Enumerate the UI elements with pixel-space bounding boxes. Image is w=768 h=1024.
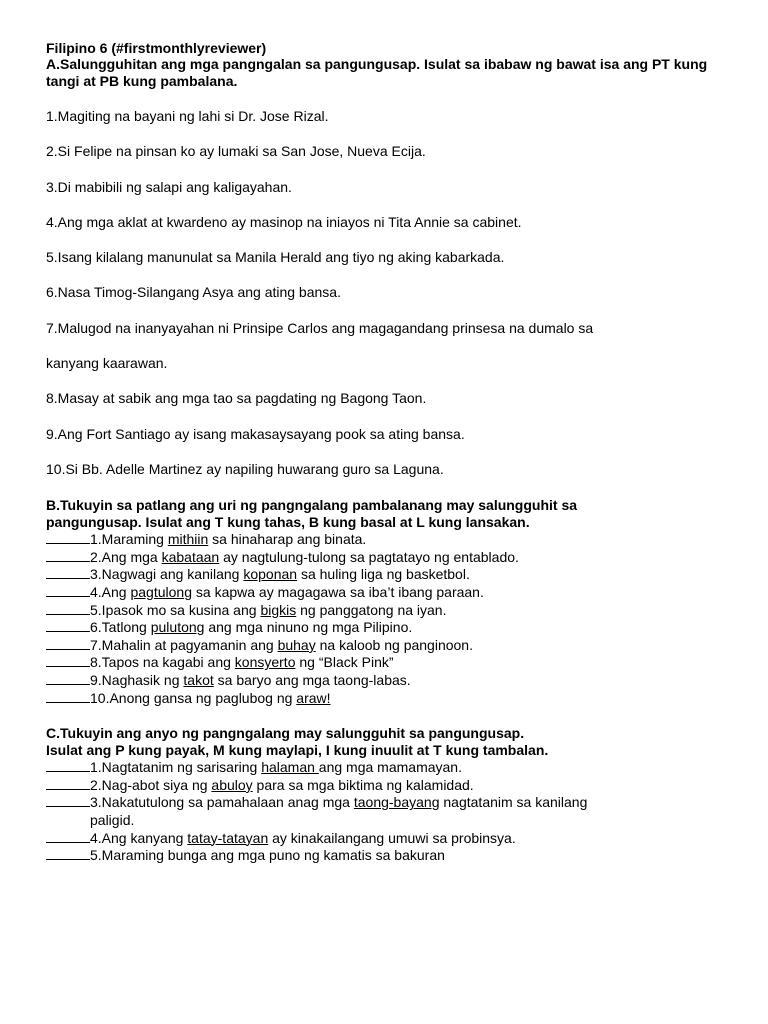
item-text-before: 8.Tapos na kagabi ang <box>90 654 235 671</box>
item-text-before: 3.Nagwagi ang kanilang <box>90 566 244 583</box>
item-text-before: 2.Ang mga <box>90 548 162 565</box>
section-a-item: 2.Si Felipe na pinsan ko ay lumaki sa San Jose, Nueva Ecija. <box>46 143 426 160</box>
section-b-item <box>46 549 736 567</box>
section-b-item <box>46 566 736 584</box>
answer-blank[interactable] <box>46 690 90 703</box>
section-c-item <box>46 847 736 865</box>
section-c-item <box>46 830 736 848</box>
underlined-noun: kabataan <box>161 548 220 565</box>
answer-blank[interactable] <box>46 759 90 772</box>
section-b-item <box>46 531 736 549</box>
section-a-items <box>46 108 736 496</box>
item-text-before: 6.Tatlong <box>90 619 151 636</box>
section-a-item: 5.Isang kilalang manunulat sa Manila Herald ang tiyo ng aking kabarkada. <box>46 249 505 266</box>
underlined-noun: mithiin <box>167 531 209 548</box>
item-text-before: 5.Maraming bunga ang mga puno ng kamatis sa bakuran <box>90 847 445 864</box>
underlined-noun: takot <box>183 672 214 689</box>
answer-blank[interactable] <box>46 654 90 667</box>
section-b-items <box>46 531 736 707</box>
answer-blank[interactable] <box>46 531 90 544</box>
underlined-noun: buhay <box>277 636 316 653</box>
section-b-instructions-line2: pangungusap. Isulat ang T kung tahas, B kung basal at L kung lansakan. <box>46 514 530 531</box>
worksheet-page <box>46 40 736 865</box>
section-b-item <box>46 637 736 655</box>
section-a-item: 4.Ang mga aklat at kwardeno ay masinop na iniayos ni Tita Annie sa cabinet. <box>46 213 522 230</box>
item-text-before: 3.Nakatutulong sa pamahalaan anag mga <box>90 794 354 811</box>
section-a-item: 10.Si Bb. Adelle Martinez ay napiling huwarang guro sa Laguna. <box>46 460 444 477</box>
item-text-before: 9.Naghasik ng <box>90 672 184 689</box>
section-c-item <box>46 777 736 795</box>
item-text-after: ay kinakailangang umuwi sa probinsya. <box>268 829 516 846</box>
section-c-item <box>46 794 736 812</box>
section-c-item <box>46 759 736 777</box>
section-a-item: 3.Di mabibili ng salapi ang kaligayahan. <box>46 178 292 195</box>
section-a-instructions: A.Salungguhitan ang mga pangngalan sa pangungusap. Isulat sa ibabaw ng bawat isa ang PT kung tangi at PB kung pambalana. <box>46 56 708 89</box>
section-b-item <box>46 672 736 690</box>
section-a-item: 6.Nasa Timog-Silangang Asya ang ating bansa. <box>46 284 341 301</box>
item-text-after: ang mga ninuno ng mga Pilipino. <box>204 619 413 636</box>
answer-blank[interactable] <box>46 602 90 615</box>
answer-blank[interactable] <box>46 777 90 790</box>
section-b-item <box>46 619 736 637</box>
item-text-before: 1.Nagtatanim ng sarisaring <box>90 759 262 776</box>
item-text-after: na kaloob ng panginoon. <box>315 636 473 653</box>
item-text-after: sa baryo ang mga taong-labas. <box>213 672 411 689</box>
item-text-after: ng “Black Pink” <box>295 654 394 671</box>
answer-blank[interactable] <box>46 847 90 860</box>
answer-blank[interactable] <box>46 637 90 650</box>
section-b-instructions-line1: B.Tukuyin sa patlang ang uri ng pangngalang pambalanang may salungguhit sa <box>46 497 578 514</box>
item-text-before: 7.Mahalin at pagyamanin ang <box>90 636 278 653</box>
section-a-item: 7.Malugod na inanyayahan ni Prinsipe Carlos ang magagandang prinsesa na dumalo sa <box>46 319 594 336</box>
answer-blank[interactable] <box>46 794 90 807</box>
underlined-noun: araw! <box>296 689 331 706</box>
item-text-after: ay nagtulung-tulong sa pagtatayo ng entablado. <box>219 548 519 565</box>
worksheet-title: Filipino 6 (#firstmonthlyreviewer) <box>46 40 267 56</box>
item-continuation: paligid. <box>90 811 135 828</box>
item-text-before: 2.Nag-abot siya ng <box>90 776 212 793</box>
section-b <box>46 497 736 707</box>
section-b-item <box>46 584 736 602</box>
answer-blank[interactable] <box>46 549 90 562</box>
underlined-noun: konsyerto <box>234 654 296 671</box>
item-text-before: 10.Anong gansa ng paglubog ng <box>90 689 297 706</box>
section-a-item: 1.Magiting na bayani ng lahi si Dr. Jose Rizal. <box>46 108 329 124</box>
section-a-item: kanyang kaarawan. <box>46 355 168 372</box>
underlined-noun: pulutong <box>150 619 205 636</box>
answer-blank[interactable] <box>46 672 90 685</box>
item-text-after: sa huling liga ng basketbol. <box>297 566 470 583</box>
answer-blank[interactable] <box>46 619 90 632</box>
item-text-after: sa hinaharap ang binata. <box>208 531 367 548</box>
section-b-item <box>46 690 736 708</box>
answer-blank[interactable] <box>46 830 90 843</box>
item-text-before: 5.Ipasok mo sa kusina ang <box>90 601 261 618</box>
answer-blank[interactable] <box>46 566 90 579</box>
underlined-noun: halaman <box>261 759 319 776</box>
answer-blank[interactable] <box>46 584 90 597</box>
section-c <box>46 725 736 865</box>
underlined-noun: koponan <box>243 566 298 583</box>
item-text-after: ang mga mamamayan. <box>318 759 462 776</box>
item-text-before: 1.Maraming <box>90 531 168 548</box>
section-c-instructions-line2: Isulat ang P kung payak, M kung maylapi, I kung inuulit at T kung tambalan. <box>46 742 549 759</box>
item-text-before: 4.Ang kanyang <box>90 829 188 846</box>
underlined-noun: bigkis <box>260 601 297 618</box>
underlined-noun: pagtulong <box>130 584 192 601</box>
underlined-noun: tatay-tatayan <box>187 829 269 846</box>
item-text-after: sa kapwa ay magagawa sa iba’t ibang paraan. <box>192 584 484 601</box>
item-text-before: 4.Ang <box>90 584 131 601</box>
underlined-noun: taong-bayang <box>353 794 440 811</box>
section-c-items <box>46 759 736 865</box>
underlined-noun: abuloy <box>211 776 253 793</box>
section-b-item <box>46 602 736 620</box>
section-a-item: 9.Ang Fort Santiago ay isang makasaysayang pook sa ating bansa. <box>46 425 465 442</box>
section-a-item: 8.Masay at sabik ang mga tao sa pagdating ng Bagong Taon. <box>46 390 427 407</box>
item-text-after: nagtatanim sa kanilang <box>439 794 588 811</box>
item-text-after: ng panggatong na iyan. <box>296 601 447 618</box>
section-b-item <box>46 654 736 672</box>
item-text-after: para sa mga biktima ng kalamidad. <box>252 776 474 793</box>
section-c-instructions-line1: C.Tukuyin ang anyo ng pangngalang may salungguhit sa pangungusap. <box>46 725 525 742</box>
